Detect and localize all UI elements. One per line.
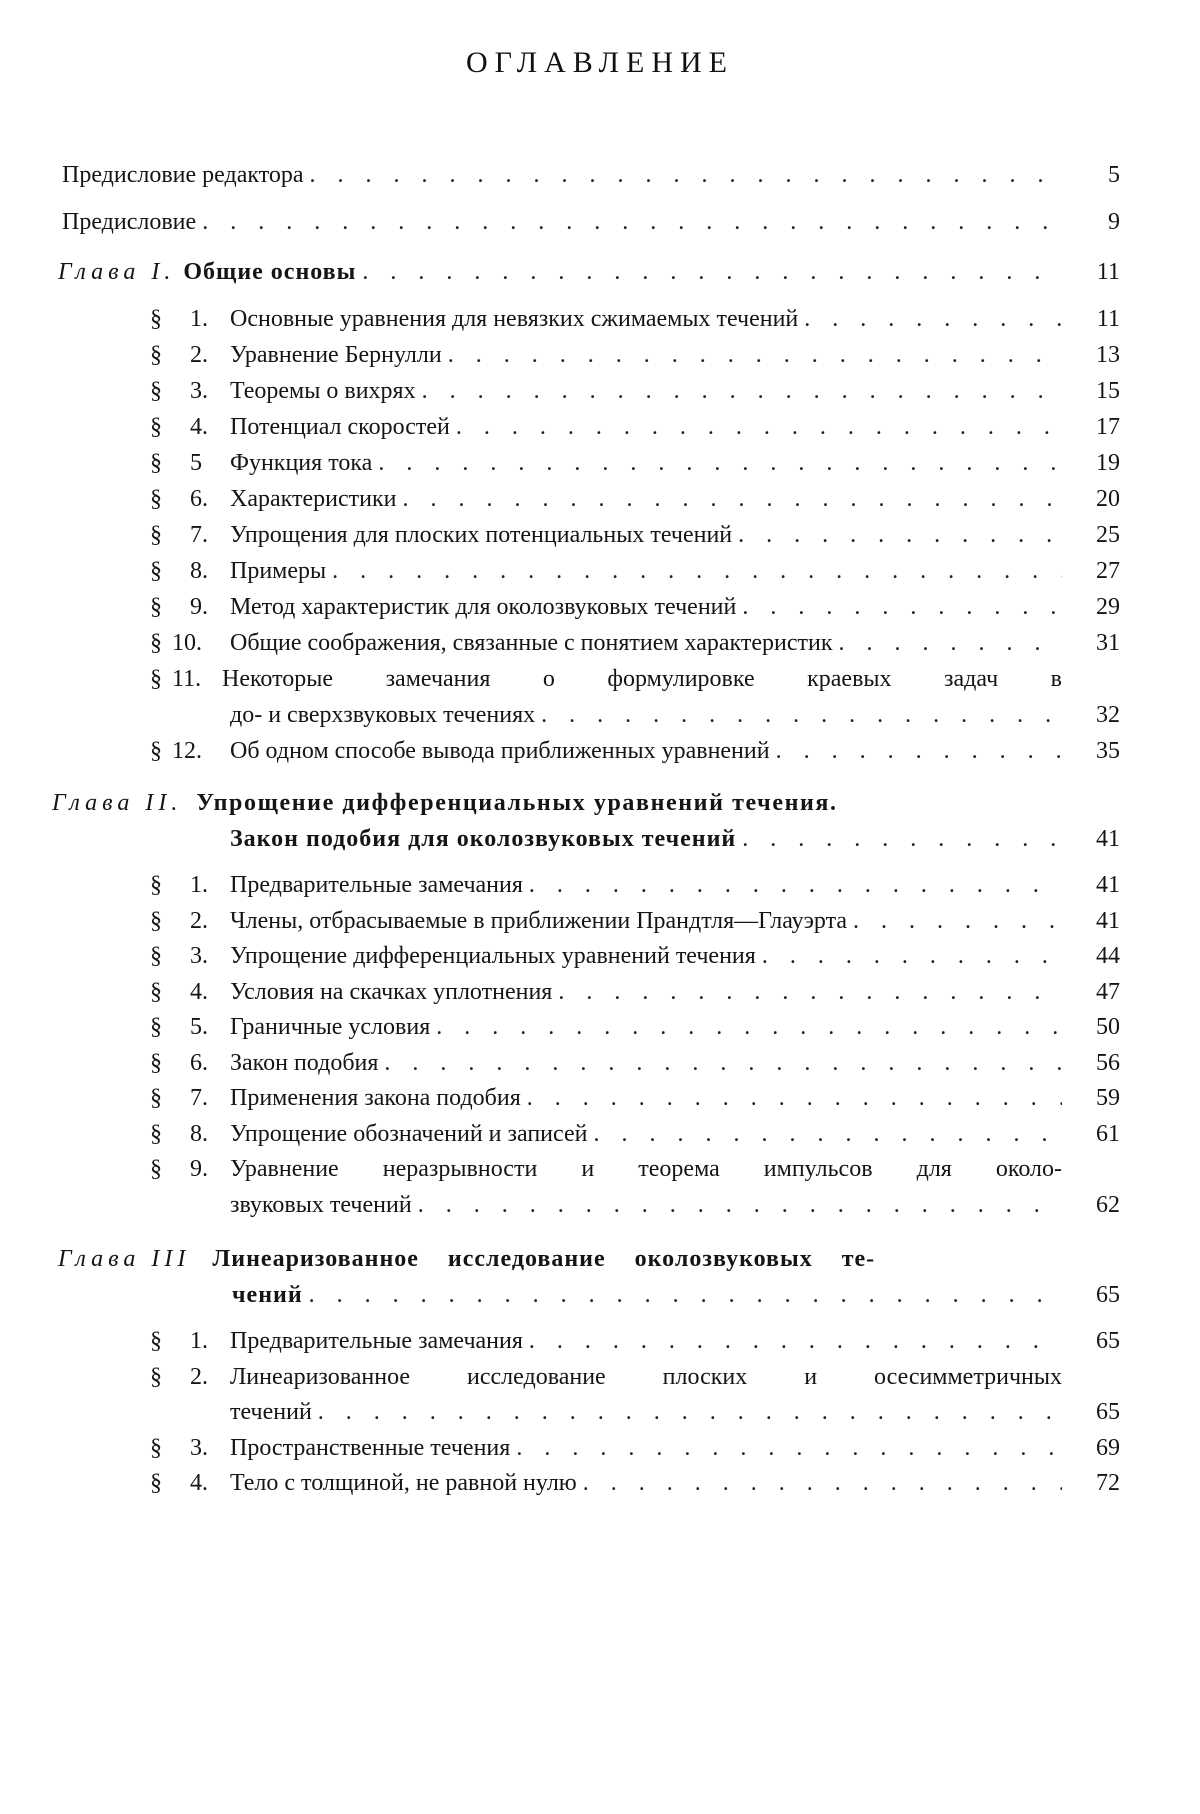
section-number: 10.	[172, 630, 202, 656]
section-title: Некоторые замечания о формулировке краевых задач в	[222, 666, 1062, 692]
section-number: 7.	[190, 522, 208, 548]
dot-leader	[798, 302, 1062, 336]
dot-leader	[304, 158, 1057, 192]
dot-leader	[303, 1278, 1060, 1312]
section-text-row	[230, 554, 1062, 588]
section-title-line-2: до- и сверхзвуковых течениях	[230, 702, 536, 728]
section-sign: §	[150, 306, 162, 332]
section-number: 6.	[190, 486, 208, 512]
section-text-row	[230, 975, 1062, 1009]
section-entry	[0, 1360, 1100, 1394]
chapter-title: Упрощение дифференциальных уравнений течения.	[196, 790, 838, 816]
section-entry	[0, 662, 1100, 696]
chapter-heading-2-continued	[230, 822, 1060, 856]
section-text-row	[230, 302, 1062, 336]
section-entry	[0, 1431, 1100, 1465]
section-text-row	[230, 1010, 1062, 1044]
toc-entry-preface	[62, 205, 1062, 239]
section-number: 1.	[190, 306, 208, 332]
section-text-row	[230, 518, 1062, 552]
section-number: 2.	[190, 907, 208, 934]
section-title: Условия на скачках уплотнения	[230, 978, 553, 1005]
section-number: 2.	[190, 1363, 208, 1390]
section-entry	[0, 734, 1100, 768]
page-number: 35	[1096, 738, 1120, 764]
page-number: 41	[1096, 872, 1120, 898]
section-entry	[0, 1046, 1100, 1080]
section-text-row	[222, 662, 1062, 696]
section-title: Предварительные замечания	[230, 872, 523, 898]
section-number: 9.	[190, 594, 208, 620]
section-entry	[0, 1010, 1100, 1044]
toc-entry-editor-preface	[62, 158, 1062, 192]
dot-leader	[412, 1188, 1062, 1222]
entry-text: Предисловие	[62, 209, 197, 235]
section-number: 3.	[190, 1434, 208, 1461]
section-text-row	[230, 374, 1062, 408]
section-text-row	[230, 904, 1062, 938]
page-title: ОГЛАВЛЕНИЕ	[466, 46, 734, 79]
section-number: 2.	[190, 342, 208, 368]
section-text-row	[230, 482, 1062, 516]
dot-leader	[416, 374, 1062, 408]
section-sign: §	[150, 594, 162, 620]
section-title: Тело с толщиной, не равной нулю	[230, 1470, 577, 1496]
dot-leader	[378, 1046, 1062, 1080]
section-number: 11.	[172, 666, 202, 692]
section-sign: §	[150, 450, 162, 476]
page-number: 72	[1096, 1470, 1120, 1496]
section-entry	[0, 518, 1100, 552]
page-number: 20	[1096, 486, 1120, 512]
section-text-row	[230, 868, 1062, 902]
section-number: 1.	[190, 872, 208, 898]
section-entry	[0, 590, 1100, 624]
section-sign: §	[150, 558, 162, 584]
page-number: 25	[1096, 522, 1120, 548]
section-entry	[0, 1117, 1100, 1151]
section-entry	[0, 338, 1100, 372]
section-entry	[0, 302, 1100, 336]
section-title: Упрощение обозначений и записей	[230, 1120, 588, 1147]
section-text-row	[230, 1046, 1062, 1080]
chapter-title: Линеаризованное исследование околозвуковых те-	[212, 1246, 876, 1272]
page-number: 27	[1096, 558, 1120, 584]
page-number: 9	[1108, 209, 1120, 235]
entry-text: Предисловие редактора	[62, 162, 304, 188]
section-text-row	[230, 1466, 1062, 1500]
dot-leader	[523, 1324, 1062, 1358]
section-entry	[0, 410, 1100, 444]
page-number: 17	[1096, 414, 1120, 440]
dot-leader	[356, 255, 1057, 289]
section-sign: §	[150, 738, 162, 764]
dot-leader	[770, 734, 1062, 768]
page-number: 50	[1096, 1014, 1120, 1040]
section-sign: §	[150, 1120, 162, 1147]
section-sign: §	[150, 1014, 162, 1040]
section-number: 7.	[190, 1085, 208, 1111]
section-entry	[0, 446, 1100, 480]
section-sign: §	[150, 1049, 162, 1076]
page-number: 65	[1096, 1328, 1120, 1354]
section-title-line-2: течений	[230, 1399, 312, 1425]
section-title: Потенциал скоростей	[230, 414, 450, 440]
dot-leader	[732, 518, 1062, 552]
section-entry	[0, 482, 1100, 516]
section-text-row	[230, 590, 1062, 624]
section-number: 12.	[172, 738, 202, 764]
dot-leader	[833, 626, 1063, 660]
chapter-label: Глава I.	[58, 259, 176, 285]
section-sign: §	[150, 1156, 162, 1182]
dot-leader	[326, 554, 1062, 588]
section-entry	[0, 1466, 1100, 1500]
section-text-row	[230, 1152, 1062, 1186]
page-number: 59	[1096, 1085, 1120, 1111]
section-text-row	[230, 626, 1062, 660]
section-number: 8.	[190, 1120, 208, 1147]
section-number: 9.	[190, 1156, 208, 1182]
section-sign: §	[150, 1434, 162, 1461]
dot-leader	[736, 590, 1062, 624]
page-number: 11	[1096, 259, 1120, 285]
dot-leader	[196, 205, 1057, 239]
section-title: Метод характеристик для околозвуковых течений	[230, 594, 737, 620]
section-text-row	[230, 1081, 1062, 1115]
section-title: Граничные условия	[230, 1014, 431, 1040]
section-title: Закон подобия	[230, 1049, 379, 1076]
section-sign: §	[150, 486, 162, 512]
chapter-title-line-2: Закон подобия для околозвуковых течений	[230, 826, 737, 852]
page-number: 69	[1096, 1434, 1120, 1461]
section-text-row	[230, 1117, 1062, 1151]
section-sign: §	[150, 666, 162, 692]
dot-leader	[312, 1395, 1062, 1429]
section-title: Линеаризованное исследование плоских и осесимметричных	[230, 1363, 1062, 1390]
section-text-row	[230, 1188, 1062, 1222]
section-entry	[0, 1081, 1100, 1115]
page-number: 44	[1096, 943, 1120, 969]
dot-leader	[510, 1431, 1062, 1465]
section-number: 6.	[190, 1049, 208, 1076]
section-sign: §	[150, 414, 162, 440]
section-number: 5	[190, 450, 202, 476]
section-entry	[0, 904, 1100, 938]
page-number: 13	[1096, 342, 1120, 368]
dot-leader	[396, 482, 1062, 516]
section-title: Характеристики	[230, 486, 397, 512]
page-number: 62	[1096, 1191, 1120, 1218]
section-number: 1.	[190, 1328, 208, 1354]
section-title: Уравнение Бернулли	[230, 342, 442, 368]
section-sign: §	[150, 907, 162, 934]
section-title: Члены, отбрасываемые в приближении Прандтля—Глауэрта	[230, 907, 848, 934]
section-title: Примеры	[230, 558, 327, 584]
page-number: 65	[1096, 1399, 1120, 1425]
chapter-label: Глава III	[58, 1246, 191, 1272]
section-title: Уравнение неразрывности и теорема импульсов для около-	[230, 1156, 1062, 1182]
chapter-heading-2	[52, 786, 1062, 820]
section-entry	[0, 554, 1100, 588]
dot-leader	[756, 939, 1062, 973]
dot-leader	[577, 1466, 1062, 1500]
section-title: Общие соображения, связанные с понятием характеристик	[230, 630, 833, 656]
section-entry	[0, 374, 1100, 408]
section-entry	[0, 868, 1100, 902]
page-number: 61	[1096, 1120, 1120, 1147]
section-text-row	[230, 1360, 1062, 1394]
section-text-row	[230, 698, 1062, 732]
section-sign: §	[150, 522, 162, 548]
page-number: 31	[1096, 630, 1120, 656]
dot-leader	[736, 822, 1060, 856]
section-text-row	[230, 1324, 1062, 1358]
section-title: Функция тока	[230, 450, 373, 476]
dot-leader	[535, 698, 1062, 732]
section-number: 8.	[190, 558, 208, 584]
section-title: Упрощения для плоских потенциальных течений	[230, 522, 733, 548]
chapter-label: Глава II.	[52, 790, 183, 816]
section-title-line-2: звуковых течений	[230, 1191, 412, 1218]
section-title: Предварительные замечания	[230, 1328, 523, 1354]
page-number: 41	[1096, 826, 1120, 852]
section-number: 5.	[190, 1014, 208, 1040]
section-entry-continued	[230, 1395, 1062, 1429]
page-number: 29	[1096, 594, 1120, 620]
section-text-row	[230, 1395, 1062, 1429]
section-number: 3.	[190, 378, 208, 404]
section-text-row	[230, 446, 1062, 480]
section-entry	[0, 975, 1100, 1009]
section-entry	[0, 1324, 1100, 1358]
section-sign: §	[150, 1363, 162, 1390]
page-number: 19	[1096, 450, 1120, 476]
section-sign: §	[150, 342, 162, 368]
section-number: 4.	[190, 1470, 208, 1496]
section-entry	[0, 626, 1100, 660]
page-number: 5	[1108, 162, 1120, 188]
page-number: 41	[1096, 907, 1120, 934]
section-number: 4.	[190, 978, 208, 1005]
chapter-title-line-2: чений	[232, 1282, 303, 1308]
section-title: Применения закона подобия	[230, 1085, 521, 1111]
page-number: 65	[1096, 1282, 1120, 1308]
dot-leader	[847, 904, 1062, 938]
section-number: 3.	[190, 943, 208, 969]
page-number: 11	[1096, 306, 1120, 332]
section-text-row	[230, 939, 1062, 973]
section-title: Об одном способе вывода приближенных уравнений	[230, 738, 770, 764]
chapter-title: Общие основы	[183, 259, 357, 285]
section-sign: §	[150, 630, 162, 656]
section-title: Теоремы о вихрях	[230, 378, 416, 404]
section-number: 4.	[190, 414, 208, 440]
page-number: 32	[1096, 702, 1120, 728]
section-text-row	[230, 1431, 1062, 1465]
section-text-row	[230, 338, 1062, 372]
dot-leader	[442, 338, 1062, 372]
section-text-row	[230, 410, 1062, 444]
chapter-heading-3-continued	[232, 1278, 1060, 1312]
section-sign: §	[150, 978, 162, 1005]
dot-leader	[521, 1081, 1062, 1115]
section-sign: §	[150, 872, 162, 898]
section-title: Пространственные течения	[230, 1434, 511, 1461]
section-title: Основные уравнения для невязких сжимаемых течений	[230, 306, 799, 332]
section-entry	[0, 1152, 1100, 1186]
page-number: 47	[1096, 978, 1120, 1005]
dot-leader	[523, 868, 1062, 902]
page-number: 15	[1096, 378, 1120, 404]
dot-leader	[552, 975, 1062, 1009]
chapter-heading-3	[58, 1242, 1060, 1276]
dot-leader	[430, 1010, 1062, 1044]
section-sign: §	[150, 1328, 162, 1354]
dot-leader	[372, 446, 1062, 480]
section-entry	[0, 939, 1100, 973]
dot-leader	[450, 410, 1062, 444]
section-sign: §	[150, 378, 162, 404]
section-entry-continued	[230, 698, 1062, 732]
section-title: Упрощение дифференциальных уравнений течения	[230, 943, 756, 969]
section-sign: §	[150, 1470, 162, 1496]
section-text-row	[230, 734, 1062, 768]
section-sign: §	[150, 1085, 162, 1111]
page-number: 56	[1096, 1049, 1120, 1076]
section-sign: §	[150, 943, 162, 969]
dot-leader	[587, 1117, 1062, 1151]
chapter-heading-1	[58, 255, 1058, 289]
section-entry-continued	[230, 1188, 1062, 1222]
